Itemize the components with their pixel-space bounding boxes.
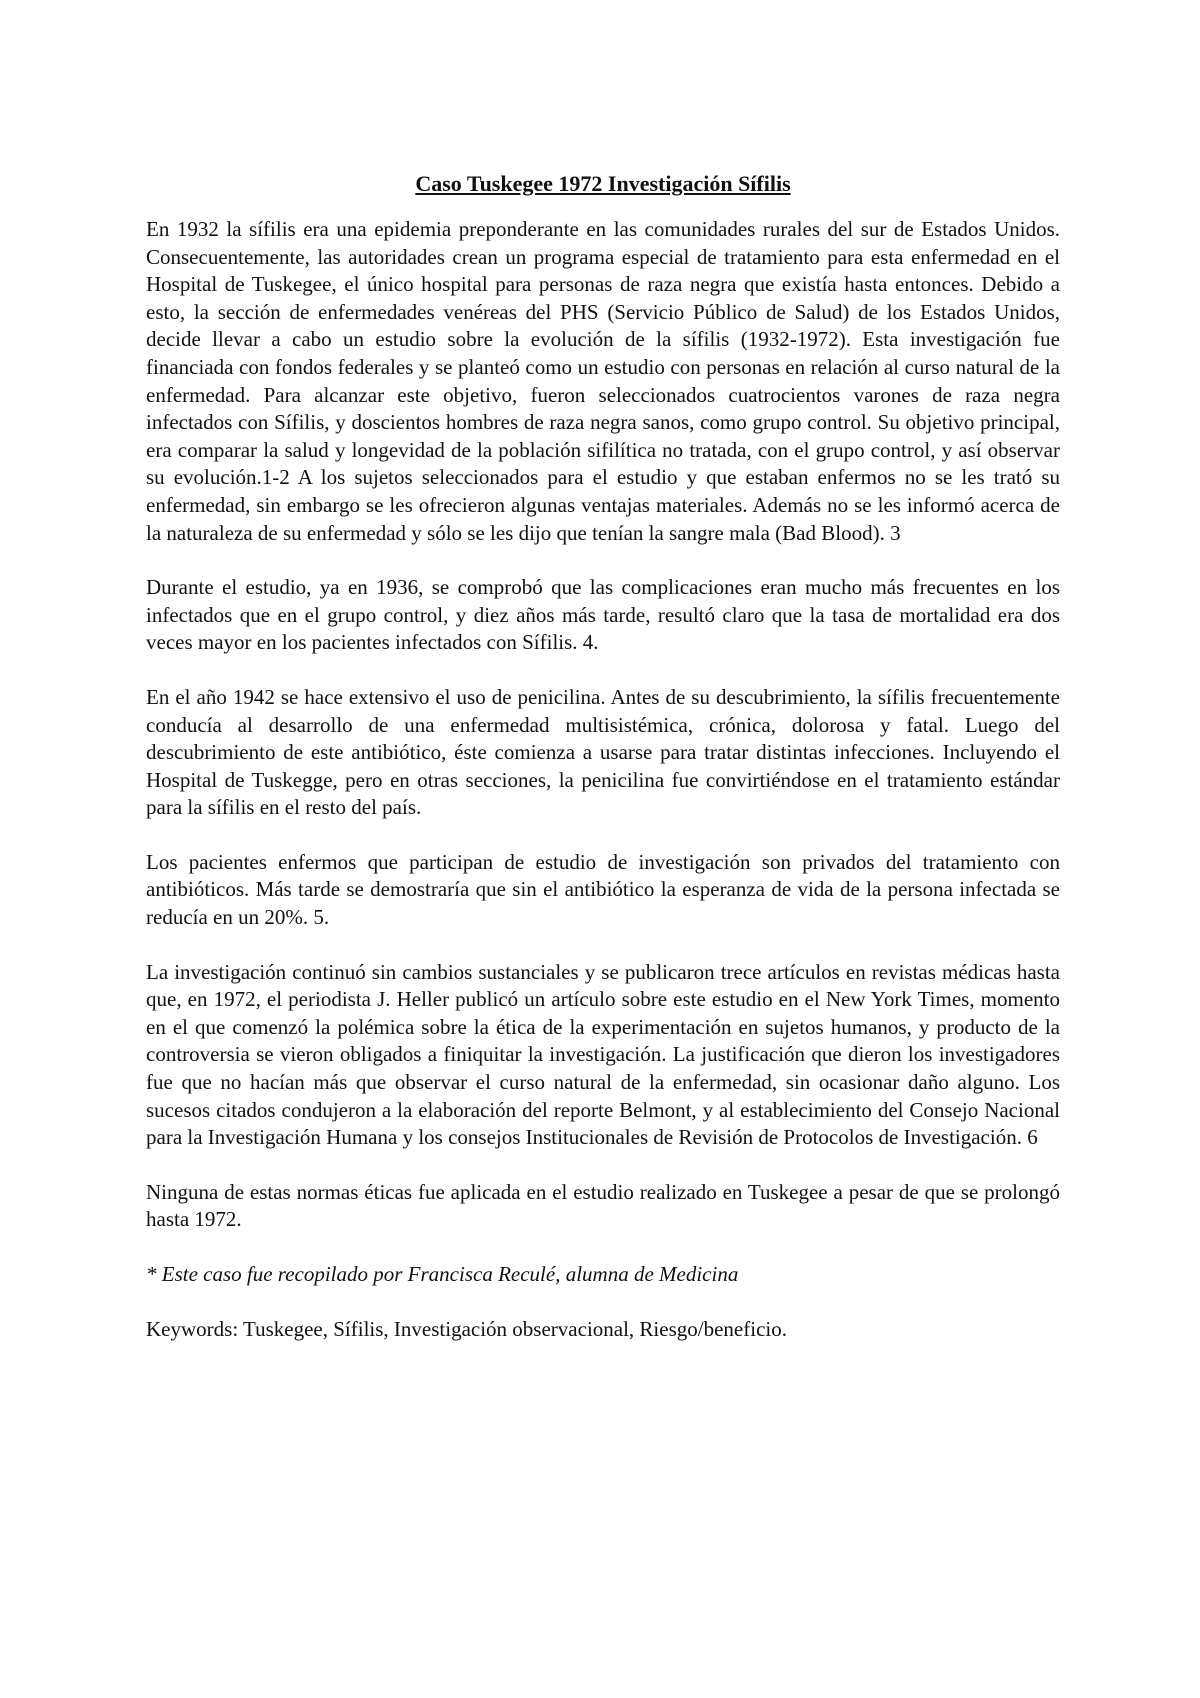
document-title: Caso Tuskegee 1972 Investigación Sífilis (415, 171, 791, 196)
paragraph-intro: En 1932 la sífilis era una epidemia preponderante en las comunidades rurales del sur de Estados Unidos. Consecuentemente, las autoridades crean un programa especial de tratamiento para esta enfermedad en el Hospital de Tuskegee, el único hospital para personas de raza negra que existía hasta entonces. Debido a esto, la sección de enfermedades venéreas del PHS (Servicio Público de Salud) de los Estados Unidos, decide llevar a cabo un estudio sobre la evolución de la sífilis (1932-1972). Esta investigación fue financiada con fondos federales y se planteó como un estudio con personas en relación al curso natural de la enfermedad. Para alcanzar este objetivo, fueron seleccionados cuatrocientos varones de raza negra infectados con Sífilis, y doscientos hombres de raza negra sanos, como grupo control. Su objetivo principal, era comparar la salud y longevidad de la población sifilítica no tratada, con el grupo control, y así observar su evolución.1-2 A los sujetos seleccionados para el estudio y que estaban enfermos no se les trató su enfermedad, sin embargo se les ofrecieron algunas ventajas materiales. Además no se les informó acerca de la naturaleza de su enfermedad y sólo se les dijo que tenían la sangre mala (Bad Blood). 3 (146, 217, 1060, 545)
author-note: * Este caso fue recopilado por Francisca Reculé, alumna de Medicina (146, 1262, 739, 1286)
keywords-line: Keywords: Tuskegee, Sífilis, Investigación observacional, Riesgo/beneficio. (146, 1316, 787, 1341)
paragraph-deprived-treatment: Los pacientes enfermos que participan de estudio de investigación son privados del tratamiento con antibióticos. Más tarde se demostraría que sin el antibiótico la esperanza de vida de la persona infectada se reducía en un 20%. 5. (146, 849, 1060, 930)
paragraph-controversy: La investigación continuó sin cambios sustanciales y se publicaron trece artículos en revistas médicas hasta que, en 1972, el periodista J. Heller publicó un artículo sobre este estudio en el New York Times, momento en el que comenzó la polémica sobre la ética de la experimentación en sujetos humanos, y producto de la controversia se vieron obligados a finiquitar la investigación. La justificación que dieron los investigadores fue que no hacían más que observar el curso natural de la enfermedad, sin ocasionar daño alguno. Los sucesos citados condujeron a la elaboración del reporte Belmont, y al establecimiento del Consejo Nacional para la Investigación Humana y los consejos Institucionales de Revisión de Protocolos de Investigación. 6 (146, 959, 1060, 1150)
paragraph-conclusion: Ninguna de estas normas éticas fue aplicada en el estudio realizado en Tuskegee a pesar de que se prolongó hasta 1972. (146, 1179, 1060, 1232)
document-page (146, 170, 1060, 1343)
paragraph-penicillin: En el año 1942 se hace extensivo el uso de penicilina. Antes de su descubrimiento, la sífilis frecuentemente conducía al desarrollo de una enfermedad multisistémica, crónica, dolorosa y fatal. Luego del descubrimiento de este antibiótico, éste comienza a usarse para tratar distintas infecciones. Incluyendo el Hospital de Tuskegge, pero en otras secciones, la penicilina fue convirtiéndose en el tratamiento estándar para la sífilis en el resto del país. (146, 684, 1060, 820)
paragraph-1936-findings: Durante el estudio, ya en 1936, se comprobó que las complicaciones eran mucho más frecuentes en los infectados que en el grupo control, y diez años más tarde, resultó claro que la tasa de mortalidad era dos veces mayor en los pacientes infectados con Sífilis. 4. (146, 575, 1060, 655)
